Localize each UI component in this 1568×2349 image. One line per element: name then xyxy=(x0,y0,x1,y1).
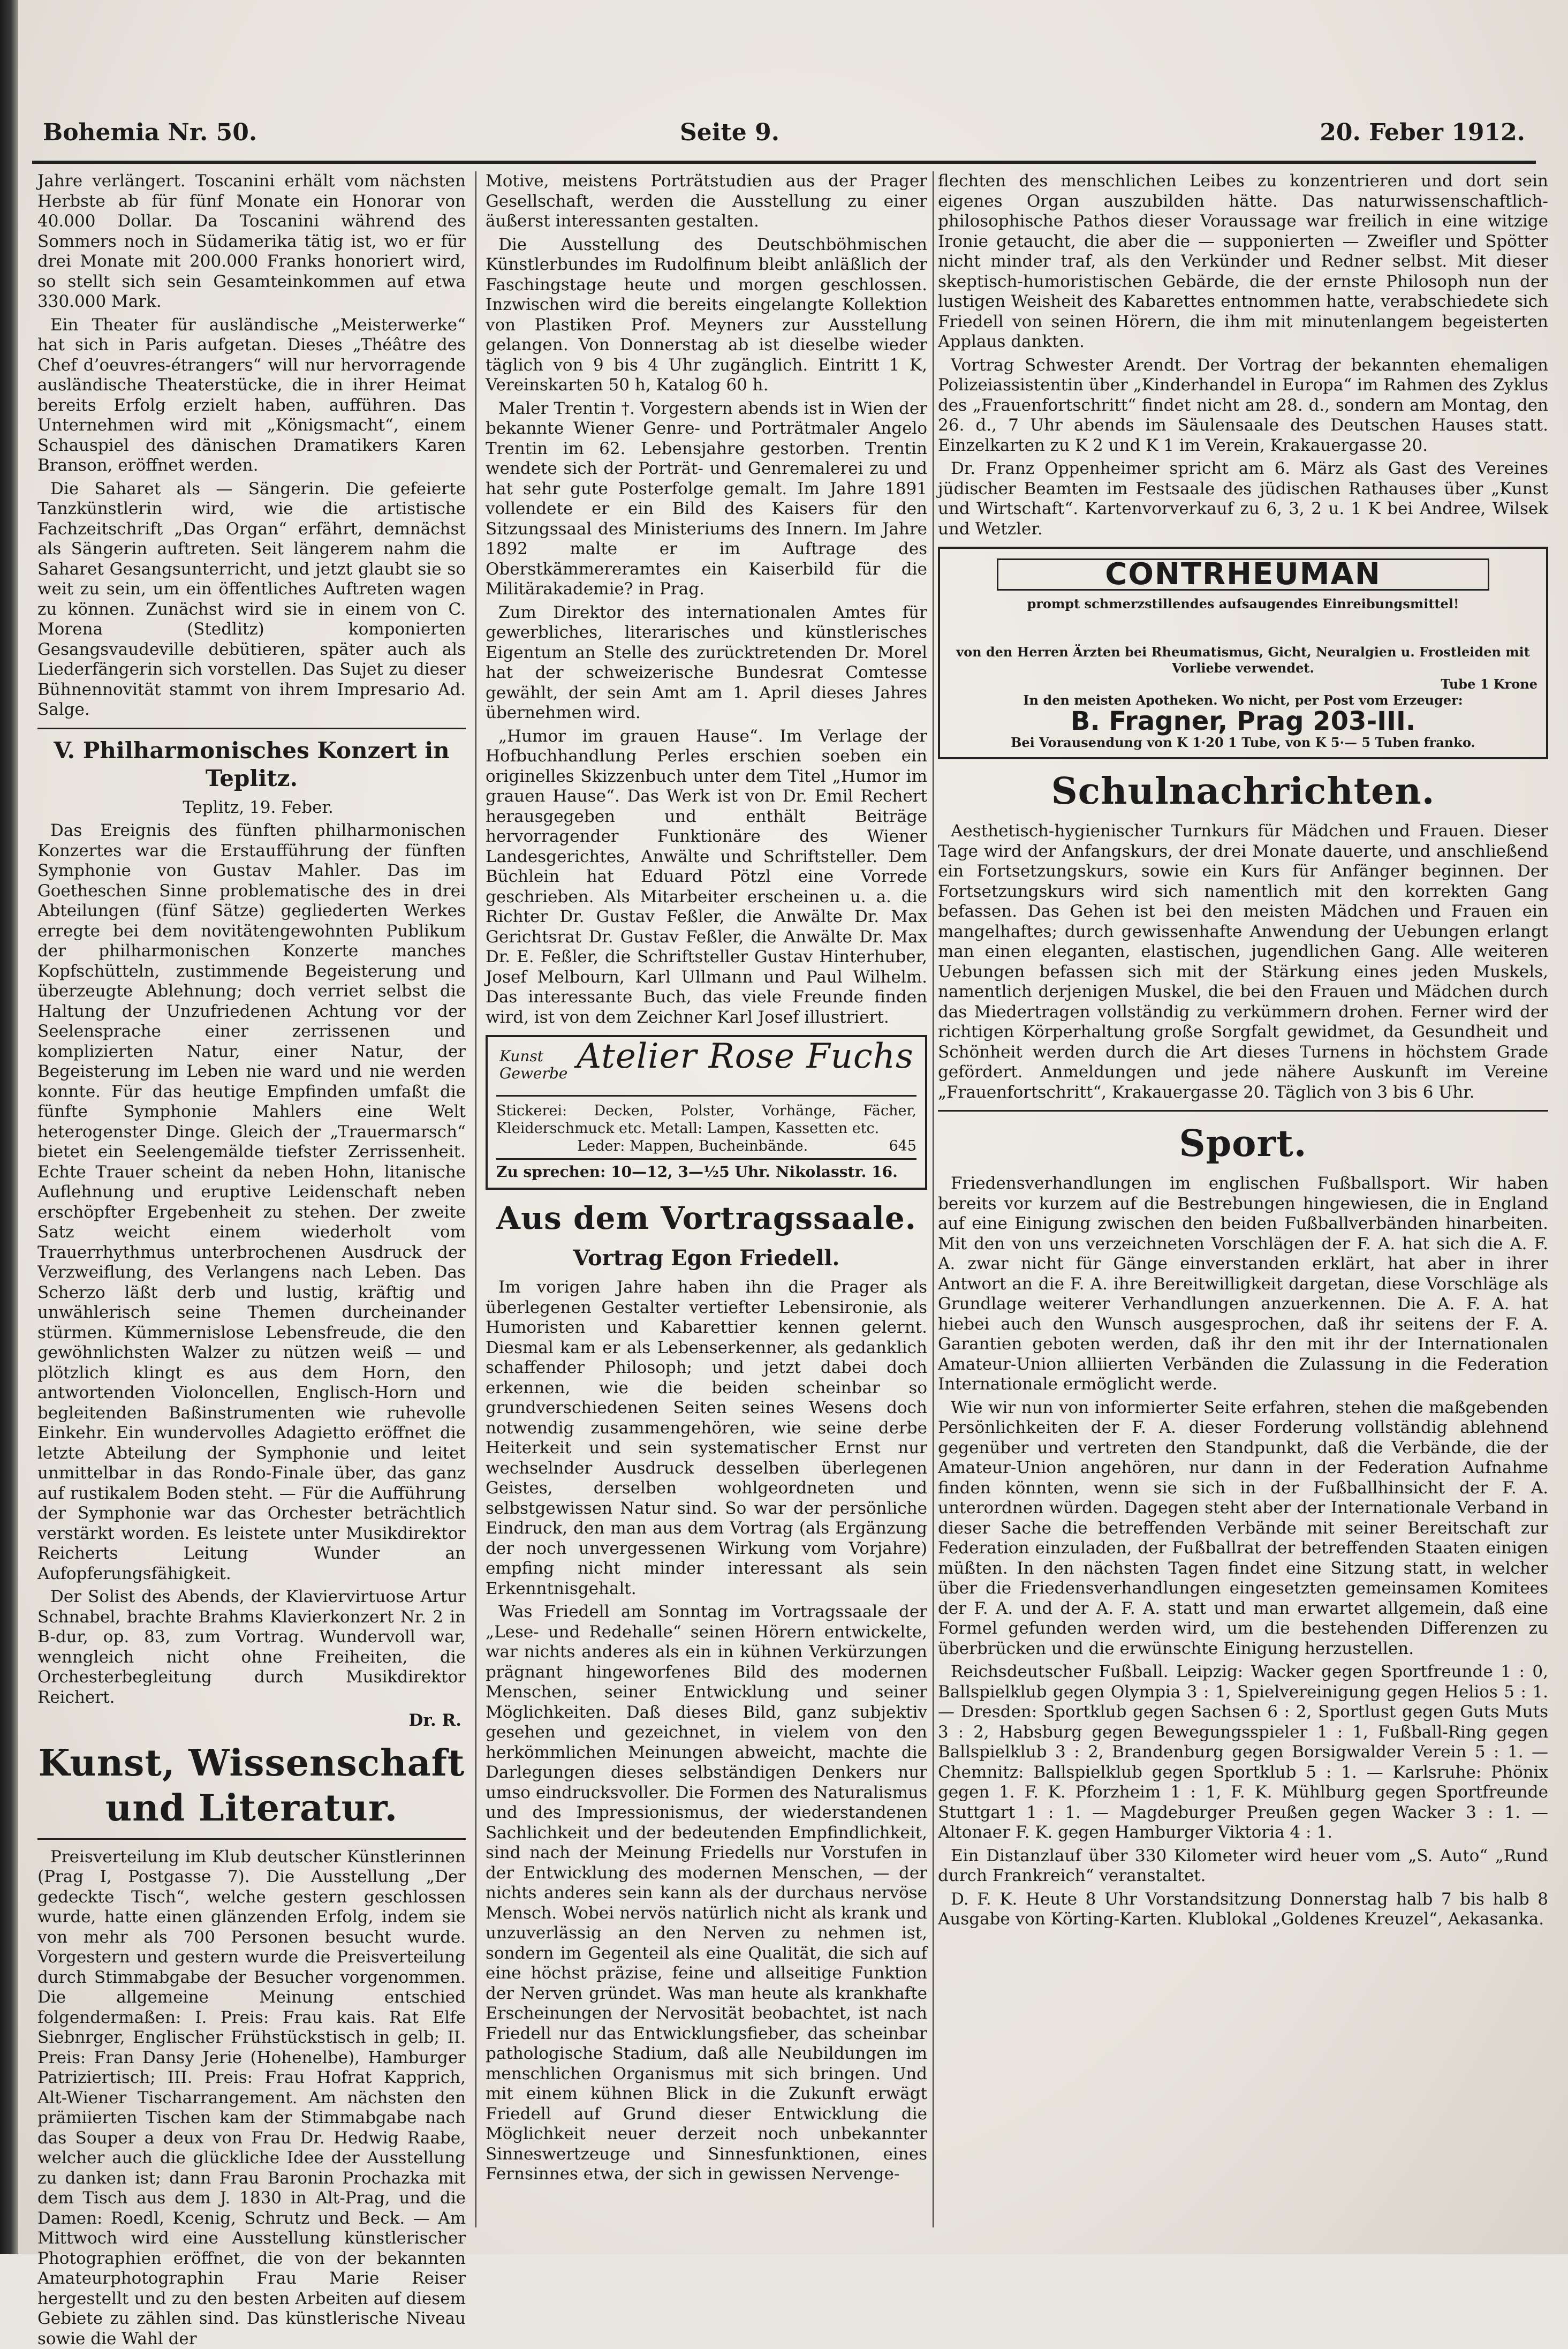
advertisement-atelier-rose-fuchs xyxy=(486,1035,927,1190)
article-trentin: Maler Trentin †. Vorgestern abends ist in Wien der bekannte Wiener Genre- und Porträtmaler Angelo Trentin im 62. Lebensjahre gestorben. Trentin wendete sich der Porträt- und Genremalerei zu und hat sehr gute Posterfolge gemalt. Im Jahre 1891 vollendete er ein Bild des Kaisers für den Sitzungssaal des Ministeriums des Innern. Im Jahre 1892 malte er im Auftrage des Oberstkämmereramtes ein Kaiserbild für die Militärakademie? in Prag. xyxy=(486,399,927,600)
contrheuman-shipping: Bei Vorausendung von K 1·20 1 Tube, von K 5·— 5 Tuben franko. xyxy=(949,735,1537,751)
atelier-leather-text: Leder: Mappen, Bucheinbände. xyxy=(577,1138,808,1154)
atelier-hours: Zu sprechen: 10—12, 3—½5 Uhr. Nikolasstr. 16. xyxy=(496,1158,916,1181)
atelier-script-name: Atelier Rose Fuchs xyxy=(577,1047,914,1067)
article-dfk-notice: D. F. K. Heute 8 Uhr Vorstandsitzung Donnerstag halb 7 bis halb 8 Ausgabe von Körting-Karten. Klublokal „Goldenes Kreuzel“, Aekasanka. xyxy=(938,1890,1548,1930)
atelier-kunst: Kunst xyxy=(499,1048,567,1065)
atelier-logo xyxy=(496,1044,916,1097)
contrheuman-title: CONTRHEUMAN xyxy=(997,558,1489,591)
article-mahler-symphony: Das Ereignis des fünften philharmonischen Konzertes war die Erstaufführung der fünften Symphonie von Gustav Mahler. Das im Goetheschen Sinne problematische des in drei Abteilungen (fünf Sätze) gegliederten Werkes erregte bei dem novitätengewohnten Publikum der philharmonischen Konzerte manches Kopfschütteln, zustimmende Begeisterung und überzeugte Ablehnung; doch verriet selbst die Haltung der Unzufriedenen Achtung vor der Seelensprache einer zerrissenen und komplizierten Natur, einer Natur, der Begeisterung im Leben nie ward und nie werden konnte. Für das heutige Empfinden umfaßt die fünfte Symphonie Mahlers eine Welt heterogenster Dinge. Gleich der „Trauermarsch“ bietet ein Seelengemälde tiefster Zerrissenheit. Echte Trauer scheint da neben Hohn, litanische Auflehnung und eruptive Leidenschaft neben erschöpfter Ergebenheit zu stehen. Der zweite Satz weicht einem wiederholt vom Trauerrhythmus unterbrochenen Ausdruck der Verzweiflung, des Verlangens nach Leben. Das Scherzo läßt derb und lustig, kräftig und unwählerisch seine Themen durcheinander stürmen. Kümmernislose Lebensfreude, die den gewöhnlichsten Walzer zu nützen weiß — und plötzlich klingt es aus dem Horn, den antwortenden Violoncellen, Englisch-Horn und begleitenden Baßinstrumenten wie ruhevolle Einkehr. Ein wundervolles Adagietto eröffnet die letzte Abteilung der Symphonie und leitet unmittelbar in das Rondo-Finale über, das ganz auf rustikalem Boden steht. — Für die Aufführung der Symphonie war das Orchester beträchtlich verstärkt worden. Es leistete unter Musikdirektor Reicherts Leitung Wunder an Aufopferungsfähigkeit. xyxy=(37,821,466,1584)
atelier-kunst-label xyxy=(499,1048,567,1082)
article-theater-paris: Ein Theater für ausländische „Meisterwerke“ hat sich in Paris aufgetan. Dieses „Théâtre des Chef d’oeuvres-étrangers“ will nur hervorragende ausländische Theaterstücke, die in ihrer Heimat bereits Erfolg erzielt haben, aufführen. Das Unternehmen wird mit „Königsmacht“, einem Schauspiel des dänischen Dramatikers Karen Branson, eröffnet werden. xyxy=(37,315,466,476)
article-toscanini: Jahre verlängert. Toscanini erhält vom nächsten Herbste ab für fünf Monate ein Honorar von 40.000 Dollar. Da Toscanini während des Sommers noch in Südamerika tätig ist, wo er für drei Monate mit 200.000 Franks honoriert wird, so stellt sich sein Gesamteinkommen auf etwa 330.000 Mark. xyxy=(37,171,466,312)
atelier-leather xyxy=(496,1137,916,1155)
article-direktor-amt: Zum Direktor des internationalen Amtes für gewerbliches, literarisches und künstlerisches Eigentum an Stelle des zurücktretenden Dr. Morel hat der schweizerische Bundesrat Comtesse gewählt, der sein Amt am 1. April dieses Jahres übernehmen wird. xyxy=(486,603,927,723)
header-rule xyxy=(32,161,1536,164)
atelier-gewerbe: Gewerbe xyxy=(499,1065,567,1082)
article-turnkurs: Aesthetisch-hygienischer Turnkurs für Mädchen und Frauen. Dieser Tage wird der Anfangskurs, der drei Monate dauerte, und anschließend ein Fortsetzungskurs, sowie ein Kurs für Anfänger beginnen. Der Fortsetzungskurs wird sich namentlich mit den korrekten Gang befassen. Das Gehen ist bei den meisten Mädchen und Frauen ein mangelhaftes; durch gewissenhafte Anwendung der Uebungen erlangt man einen eleganten, elastischen, jugendlichen Gang. Alle weiteren Uebungen befassen sich mit der Stärkung eines jeden Muskels, namentlich derjenigen Muskel, die bei den Frauen und Mädchen durch das Miedertragen vollständig zu verkümmern drohen. Ferner wird der richtigen Körperhaltung große Sorgfalt gewidmet, da Gesundheit und Schönheit werden durch die Art dieses Turnens in höchstem Grade gefördert. Anmeldungen und jede nähere Auskunft im Vereine „Frauenfortschritt“, Krakauergasse 20. Täglich von 3 bis 6 Uhr. xyxy=(938,821,1548,1102)
atelier-ad-number: 645 xyxy=(889,1137,916,1155)
ad-spacer xyxy=(949,612,1537,644)
article-fussball-friedens: Friedensverhandlungen im englischen Fußballsport. Wir haben bereits vor kurzem auf die Bestrebungen hingewiesen, die in England auf eine Einigung zwischen den beiden Fußballverbänden hinarbeiten. Mit den von uns verzeichneten Vorschlägen der F. A. hat sich die A. F. A. zwar nicht für Gänge einverstanden erklärt, hat aber in ihrer Antwort an die F. A. ihre Bereitwilligkeit dargetan, diese Vorschläge als Grundlage weiterer Verhandlungen anzuerkennen. Die A. F. A. hat hiebei auch den Wunsch ausgesprochen, daß ihr seitens der F. A. Garantien geboten werden, daß ihr den mit ihr der Internationalen Amateur-Union alliierten Verbänden die Zulassung in die Federation Internationale ermöglicht werde. xyxy=(938,1174,1548,1395)
column-2 xyxy=(486,171,927,2233)
header-page-number: Seite 9. xyxy=(680,119,779,146)
heading-schulnachrichten: Schulnachrichten. xyxy=(938,769,1548,814)
column-3 xyxy=(938,171,1548,2233)
article-oppenheimer: Dr. Franz Oppenheimer spricht am 6. März als Gast des Vereines jüdischer Beamten im Festsaale des jüdischen Rathauses über „Kunst und Wirtschaft“. Kartenvorverkauf zu 6, 3, 2 u. 1 K bei Andree, Wilsek und Wetzler. xyxy=(938,459,1548,539)
atelier-services: Stickerei: Decken, Polster, Vorhänge, Fächer, Kleiderschmuck etc. Metall: Lampen, Kassetten etc. xyxy=(496,1102,916,1137)
contrheuman-tagline: prompt schmerzstillendes aufsaugendes Einreibungsmittel! xyxy=(949,596,1537,612)
dateline-teplitz: Teplitz, 19. Feber. xyxy=(37,798,466,818)
article-humor-grauen-hause: „Humor im grauen Hause“. Im Verlage der Hofbuchhandlung Perles erschien soeben ein originelles Skizzenbuch unter dem Titel „Humor im grauen Hause“. Das Werk ist von Dr. Emil Rechert herausgegeben und enthält Beiträge hervorragender Funktionäre des Wiener Landesgerichtes, Anwälte und Schriftsteller. Dem Büchlein hat Eduard Pötzl eine Vorrede geschrieben. Als Mitarbeiter erscheinen u. a. die Richter Dr. Gustav Feßler, die Anwälte Dr. Max Gerichtsrat Dr. Gustav Feßler, die Anwälte Dr. Max Dr. E. Feßler, die Schriftsteller Gustav Hinterhuber, Josef Melbourn, Karl Ullmann und Paul Wilhelm. Das interessante Buch, das viele Freunde finden wird, ist von dem Zeichner Karl Josef illustriert. xyxy=(486,727,927,1028)
article-portraets: Motive, meistens Porträtstudien aus der Prager Gesellschaft, werden die Ausstellung zu einer äußerst interessanten gestalten. xyxy=(486,171,927,232)
article-schwester-arendt: Vortrag Schwester Arendt. Der Vortrag der bekannten ehemaligen Polizeiassistentin über „Kinderhandel in Europa“ im Rahmen des Zyklus des „Frauenfortschritt“ findet nicht am 28. d., sondern am Montag, den 26. d., 7 Uhr abends im Säulensaale des Deutschen Hauses statt. Einzelkarten zu K 2 und K 1 im Verein, Krakauergasse 20. xyxy=(938,356,1548,456)
article-signature: Dr. R. xyxy=(37,1711,461,1731)
contrheuman-maker: B. Fragner, Prag 203-III. xyxy=(949,712,1537,732)
article-distanzlauf: Ein Distanzlauf über 330 Kilometer wird heuer vom „S. Auto“ „Rund durch Frankreich“ veranstaltet. xyxy=(938,1846,1548,1886)
column-1 xyxy=(37,171,466,2222)
section-separator xyxy=(938,1110,1548,1112)
heading-kunst-wissenschaft: Kunst, Wissenschaft und Literatur. xyxy=(37,1741,466,1831)
contrheuman-price: Tube 1 Krone xyxy=(949,676,1537,692)
contrheuman-usage: von den Herren Ärzten bei Rheumatismus, Gicht, Neuralgien u. Frostleiden mit Vorliebe verwendet. xyxy=(949,644,1537,676)
advertisement-contrheuman xyxy=(938,547,1548,759)
column-divider-2 xyxy=(933,171,934,2227)
article-friedell-end: flechten des menschlichen Leibes zu konzentrieren und dort sein eigenes Organ auszubilden hätte. Das naturwissenschaftlich-philosophische Pathos dieser Voraussage war freilich in eine witzige Ironie getaucht, die aber die — supponierten — Zweifler und Spötter nicht minder traf, als den Verkünder und Redner selbst. Mit dieser skeptisch-humoristischen Gebärde, die der ernste Philosoph nun der lustigen Weisheit des Kabarettes entnommen hatte, verabschiedete sich Friedell von seinen Hörern, die ihm mit minutenlangem begeisterten Applaus dankten. xyxy=(938,171,1548,352)
article-preisverteilung: Preisverteilung im Klub deutscher Künstlerinnen (Prag I, Postgasse 7). Die Ausstellung „Der gedeckte Tisch“, welche gestern geschlossen wurde, hatte einen glänzenden Erfolg, indem sie von mehr als 700 Personen besucht wurde. Vorgestern und gestern wurde die Preisverteilung durch Stimmabgabe der Besucher vorgenommen. Die allgemeine Meinung entschied folgendermaßen: I. Preis: Frau kais. Rat Elfe Siebnrger, Englischer Frühstückstisch in gelb; II. Preis: Fran Dansy Jerie (Hohenelbe), Hamburger Patriziertisch; III. Preis: Frau Hofrat Kapprich, Alt-Wiener Tischarrangement. Am nächsten den prämiierten Tischen kam der Stimmabgabe nach das Souper a deux von Frau Dr. Hedwig Raabe, welcher auch die glückliche Idee der Ausstellung zu danken ist; dann Frau Baronin Prochazka mit dem Tisch aus dem J. 1830 in Alt-Prag, und die Damen: Roedl, Kcenig, Schrutz und Beck. — Am Mittwoch wird eine Ausstellung künstlerischer Photographien eröffnet, die von der bekannten Amateurphotographin Frau Marie Reiser hergestellt und zu den besten Arbeiten auf diesem Gebiete zu zählen sind. Das künstlerische Niveau sowie die Wahl der xyxy=(37,1847,466,2349)
article-friedell-body: Was Friedell am Sonntag im Vortragssaale der „Lese- und Redehalle“ seinen Hörern entwickelte, war nichts anderes als ein in kühnen Verkürzungen prägnant hingeworfenes Bild des modernen Menschen, seiner Entwicklung und seiner Möglichkeiten. Daß dieses Bild, ganz subjektiv gesehen und gezeichnet, in vielem von den herkömmlichen Meinungen abweicht, machte die Darlegungen dieses selbständigen Denkers nur umso eindrucksvoller. Die Formen des Naturalismus und des Impressionismus, der wiederstandenen Sachlichkeit und der bedeutenden Empfindlichkeit, sind nach der Meinung Friedells nur Vorstufen in der Entwicklung des modernen Menschen, — der nichts anderes sein kann als der durchaus nervöse Mensch. Wobei nervös natürlich nicht als krank und unzuverlässig an den Nerven zu nehmen ist, sondern im Gegenteil als eine Qualität, die sich auf eine höchst präzise, feine und allseitige Funktion der Nerven gründet. Was man heute als krankhafte Erscheinungen der Nervosität beobachtet, ist nach Friedell nur das Entwicklungsfieber, das scheinbar pathologische Stadium, daß alle Neubildungen im menschlichen Organismus mit sich bringen. Und mit einem kühnen Blick in die Zukunft erwägt Friedell auf Grund dieser Entwicklung die Möglichkeit neuer derzeit noch unbekannter Sinneswertzeuge und Sinnesfunktionen, eines Fernsinnes etwa, der sich in gewissen Nervenge- xyxy=(486,1602,927,2185)
heading-sport: Sport. xyxy=(938,1121,1548,1166)
article-fussball-federation: Wie wir nun von informierter Seite erfahren, stehen die maßgebenden Persönlichkeiten der F. A. dieser Forderung vollständig ablehnend gegenüber und vertreten den Standpunkt, daß die Verbände, die der Amateur-Union angehören, nur dann in der Federation Aufnahme finden könnten, wenn sie sich in der Fußballhinsicht der F. A. unterordnen würden. Dagegen steht aber der Internationale Verband in dieser Sache die betreffenden Verbände mit seiner Bereitschaft zur Federation einzuladen, der Fußballrat der betreffenden Staaten einigen müßten. In den nächsten Tagen findet eine Sitzung statt, in welcher über die Friedensverhandlungen eingesetzten gemeinsamen Komitees der F. A. und der A. F. A. statt und man erwartet allgemein, daß eine Formel gefunden werden wird, um die bestehenden Differenzen zu überbrücken und die erwünschte Einigung herzustellen. xyxy=(938,1398,1548,1659)
article-schnabel: Der Solist des Abends, der Klaviervirtuose Artur Schnabel, brachte Brahms Klavierkonzert Nr. 2 in B-dur, op. 83, zum Vortrag. Wundervoll war, wenngleich nicht ohne Freiheiten, die Orchesterbegleitung durch Musikdirektor Reichert. xyxy=(37,1587,466,1708)
heading-vortrag-friedell: Vortrag Egon Friedell. xyxy=(486,1244,927,1272)
article-kuenstlerbund: Die Ausstellung des Deutschböhmischen Künstlerbundes im Rudolfinum bleibt anläßlich der Faschingstage heute und morgen geschlossen. Inzwischen wird die bereits eingelangte Kollektion von Plastiken Prof. Meyners zur Ausstellung gelangen. Von Donnerstag ab ist dieselbe wieder täglich von 9 bis 4 Uhr zugänglich. Eintritt 1 K, Vereinskarten 50 h, Katalog 60 h. xyxy=(486,235,927,396)
page-binding-edge xyxy=(0,0,18,2254)
article-reichsdeutscher-fussball: Reichsdeutscher Fußball. Leipzig: Wacker gegen Sportfreunde 1 : 0, Ballspielklub gegen Olympia 3 : 1, Spielvereinigung gegen Helios 5 : 1. — Dresden: Sportklub gegen Sachsen 6 : 2, Sportlust gegen Guts Muts 3 : 2, Habsburg gegen Bewegungsspieler 1 : 1, Fußball-Ring gegen Ballspielklub 3 : 2, Brandenburg gegen Borsigwalder Verein 5 : 1. — Chemnitz: Ballspielklub gegen Sportklub 5 : 1. — Karlsruhe: Phönix gegen 1. F. K. Pforzheim 1 : 1, F. K. Mühlburg gegen Sportfreunde Stuttgart 1 : 1. — Magdeburger Preußen gegen Wacker 3 : 1. — Altonaer F. K. gegen Hamburger Viktoria 4 : 1. xyxy=(938,1662,1548,1843)
contrheuman-availability: In den meisten Apotheken. Wo nicht, per Post vom Erzeuger: xyxy=(949,692,1537,708)
section-separator xyxy=(37,728,466,729)
article-saharet: Die Saharet als — Sängerin. Die gefeierte Tanzkünstlerin wird, wie die artistische Fachzeitschrift „Das Organ“ erfährt, demnächst als Sängerin auftreten. Seit längerem nahm die Saharet Gesangsunterricht, und jetzt glaubt sie so weit zu sein, um ein öffentliches Auftreten wagen zu können. Zunächst wird sie in einem von C. Morena (Stedlitz) komponierten Gesangsvaudeville debütieren, später auch als Liederfängerin sich vorstellen. Das Sujet zu dieser Bühnennovität stammt von ihrem Impresario Ad. Salge. xyxy=(37,479,466,720)
heading-vortragssaale: Aus dem Vortragssaale. xyxy=(486,1199,927,1237)
heading-philharmonic: V. Philharmonisches Konzert in Teplitz. xyxy=(37,737,466,792)
page-header xyxy=(32,119,1536,151)
column-divider-1 xyxy=(475,171,476,2227)
section-separator xyxy=(37,1838,466,1840)
header-date: 20. Feber 1912. xyxy=(1320,119,1525,146)
article-friedell-intro: Im vorigen Jahre haben ihn die Prager als überlegenen Gestalter vertiefter Lebensironie, als Humoristen und Kabarettier kennen gelernt. Diesmal kam er als Lebenserkenner, als gedanklich schaffender Philosoph; und jetzt dabei doch erkennen, wie die beiden scheinbar so grundverschiedenen Seiten seines Wesens doch notwendig zusammengehören, wie seine derbe Heiterkeit und sein systematischer Ernst nur wechselnder Ausdruck desselben überlegenen Geistes, derselben wohlgeordneten und selbstgewissen Natur sind. So war der persönliche Eindruck, den man aus dem Vortrag (als Ergänzung der noch unvergessenen Wirkung vom Vorjahre) empfing nicht minder interessant als sein Erkenntnisgehalt. xyxy=(486,1278,927,1599)
header-publication: Bohemia Nr. 50. xyxy=(43,119,257,146)
